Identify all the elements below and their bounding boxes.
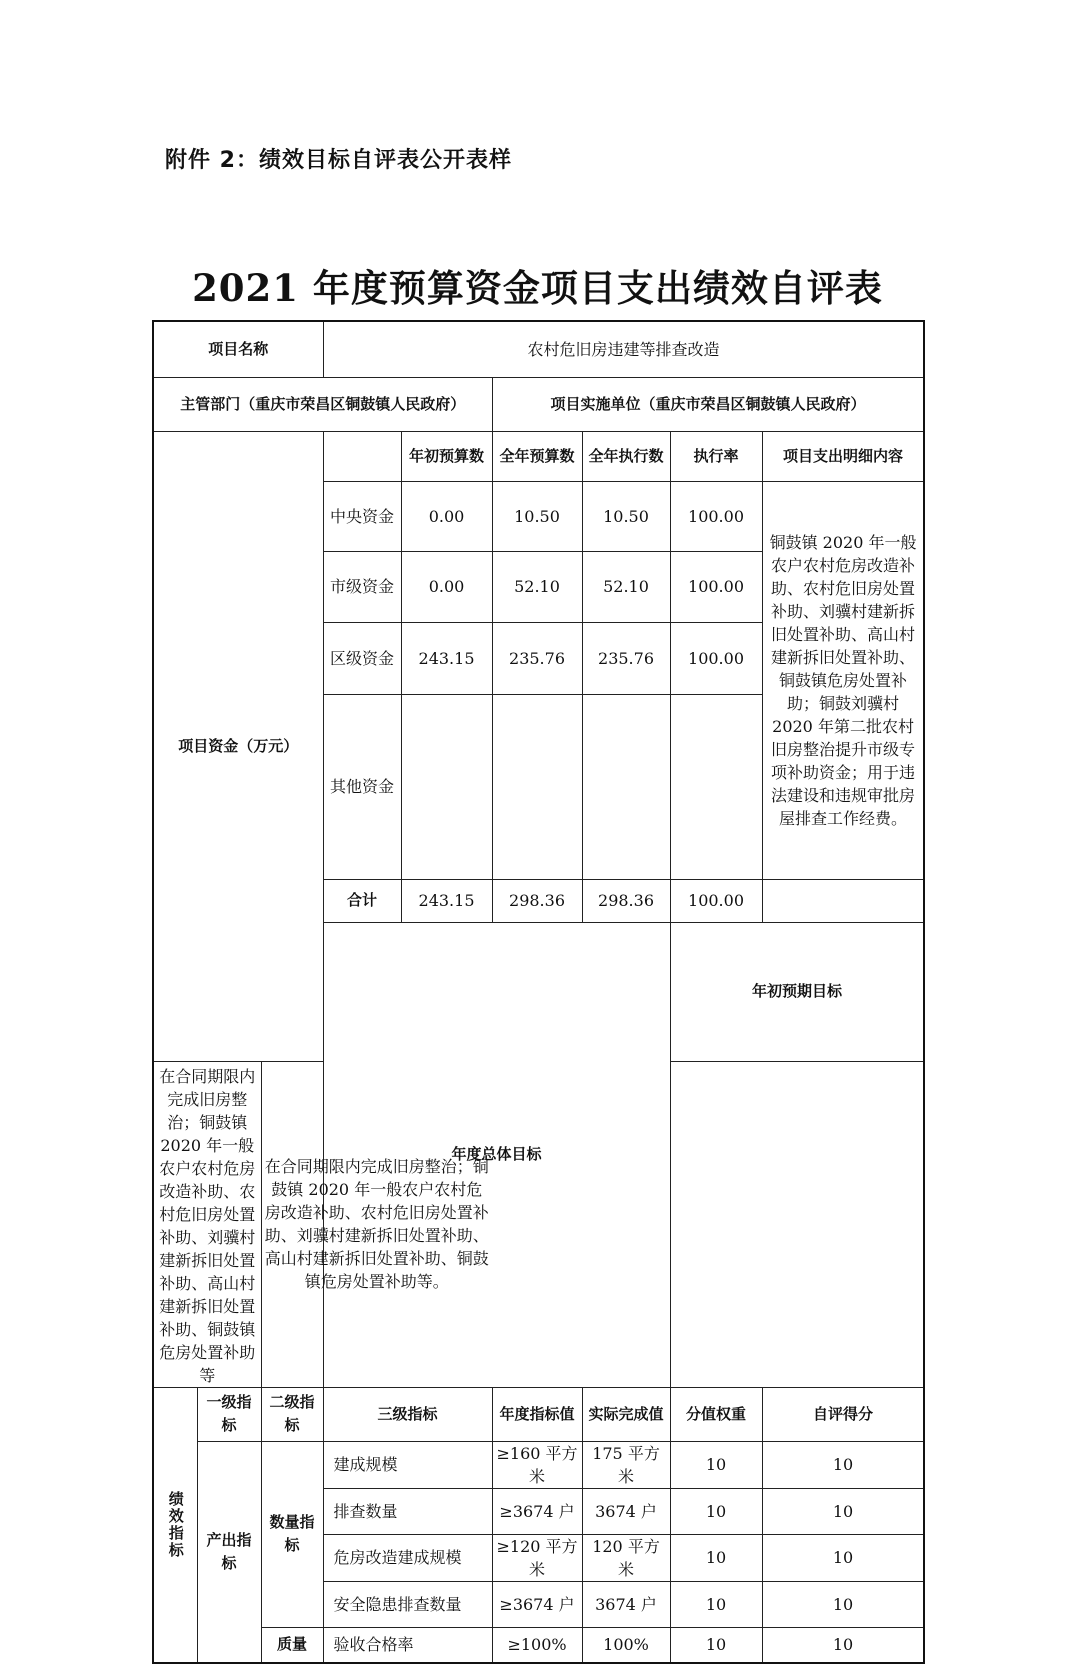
fund-total-executed: 298.36	[582, 879, 670, 922]
fund-executed: 52.10	[582, 551, 670, 622]
fund-total-annual: 298.36	[492, 879, 582, 922]
level2-quality: 质量	[261, 1627, 323, 1663]
indicator-actual: 100%	[582, 1627, 670, 1663]
fund-name: 其他资金	[323, 694, 401, 879]
header-executed: 全年执行数	[582, 431, 670, 481]
goals-expected-header: 年初预期目标	[670, 922, 924, 1061]
header-level2: 二级指标	[261, 1387, 323, 1441]
header-annual-target: 年度指标值	[492, 1387, 582, 1441]
fund-rate	[670, 694, 762, 879]
department-label: 主管部门（重庆市荣昌区铜鼓镇人民政府）	[153, 377, 492, 431]
indicator-actual: 3674 户	[582, 1581, 670, 1627]
indicator-score: 10	[762, 1488, 924, 1534]
header-annual-budget: 全年预算数	[492, 431, 582, 481]
header-weight: 分值权重	[670, 1387, 762, 1441]
level2-quantity: 数量指标	[261, 1441, 323, 1627]
fund-rate: 100.00	[670, 551, 762, 622]
indicators-header-row	[153, 1387, 924, 1441]
header-level3: 三级指标	[323, 1387, 492, 1441]
indicator-weight: 10	[670, 1534, 762, 1581]
department-row	[153, 377, 924, 431]
fund-rate: 100.00	[670, 481, 762, 551]
indicator-target: ≥3674 户	[492, 1488, 582, 1534]
fund-total-name: 合计	[323, 879, 401, 922]
indicator-weight: 10	[670, 1627, 762, 1663]
indicator-name: 验收合格率	[323, 1627, 492, 1663]
indicator-row	[153, 1441, 924, 1488]
fund-initial: 0.00	[401, 551, 492, 622]
fund-name: 市级资金	[323, 551, 401, 622]
funds-header-blank	[323, 431, 401, 481]
fund-total-rate: 100.00	[670, 879, 762, 922]
indicator-score: 10	[762, 1441, 924, 1488]
indicator-weight: 10	[670, 1441, 762, 1488]
header-score: 自评得分	[762, 1387, 924, 1441]
indicator-score: 10	[762, 1581, 924, 1627]
fund-name: 中央资金	[323, 481, 401, 551]
fund-initial	[401, 694, 492, 879]
indicator-target: ≥3674 户	[492, 1581, 582, 1627]
project-name-row	[153, 321, 924, 377]
fund-initial: 243.15	[401, 622, 492, 694]
indicators-section-text: 绩效指标	[166, 1490, 185, 1559]
header-initial-budget: 年初预算数	[401, 431, 492, 481]
fund-total-detail-blank	[762, 879, 924, 922]
indicator-name: 建成规模	[323, 1441, 492, 1488]
header-actual-value: 实际完成值	[582, 1387, 670, 1441]
funds-detail: 铜鼓镇 2020 年一般农户农村危房改造补助、农村危旧房处置补助、刘骥村建新拆旧处置补助、高山村建新拆旧处置补助、铜鼓镇危房处置补助；铜鼓刘骥村 2020 年第二批农村旧房整治提升市级专项补助资金；用于违法建设和违规审批房屋排查工作经费。	[762, 481, 924, 879]
indicator-target: ≥120 平方米	[492, 1534, 582, 1581]
indicator-actual: 120 平方米	[582, 1534, 670, 1581]
indicator-target: ≥160 平方米	[492, 1441, 582, 1488]
indicator-weight: 10	[670, 1581, 762, 1627]
level1-output: 产出指标	[197, 1441, 261, 1663]
funds-header-row	[153, 431, 924, 481]
fund-annual	[492, 694, 582, 879]
header-detail: 项目支出明细内容	[762, 431, 924, 481]
project-name-label: 项目名称	[153, 321, 323, 377]
fund-initial: 0.00	[401, 481, 492, 551]
funds-label: 项目资金（万元）	[153, 431, 323, 1061]
indicator-name: 安全隐患排查数量	[323, 1581, 492, 1627]
indicator-name: 排查数量	[323, 1488, 492, 1534]
goals-actual-text: 在合同期限内完成旧房整治；铜鼓镇 2020 年一般农户农村危房改造补助、农村危旧房处置补助、刘骥村建新拆旧处置补助、高山村建新拆旧处置补助、铜鼓镇危房处置补助等。	[261, 1061, 492, 1387]
project-name-value: 农村危旧房违建等排查改造	[323, 321, 924, 377]
indicator-actual: 3674 户	[582, 1488, 670, 1534]
indicator-weight: 10	[670, 1488, 762, 1534]
indicator-actual: 175 平方米	[582, 1441, 670, 1488]
attachment-label: 附件 2：绩效目标自评表公开表样	[165, 148, 512, 173]
evaluation-table	[152, 320, 925, 1664]
indicators-section-label	[153, 1387, 197, 1663]
fund-rate: 100.00	[670, 622, 762, 694]
fund-annual: 52.10	[492, 551, 582, 622]
fund-executed: 10.50	[582, 481, 670, 551]
indicator-name: 危房改造建成规模	[323, 1534, 492, 1581]
fund-annual: 10.50	[492, 481, 582, 551]
goals-expected-text: 在合同期限内完成旧房整治；铜鼓镇 2020 年一般农户农村危房改造补助、农村危旧房处置补助、刘骥村建新拆旧处置补助、高山村建新拆旧处置补助、铜鼓镇危房处置补助等	[153, 1061, 261, 1387]
fund-name: 区级资金	[323, 622, 401, 694]
indicator-score: 10	[762, 1627, 924, 1663]
implementing-unit-label: 项目实施单位（重庆市荣昌区铜鼓镇人民政府）	[492, 377, 924, 431]
header-execution-rate: 执行率	[670, 431, 762, 481]
document-title: 2021 年度预算资金项目支出绩效自评表	[192, 266, 883, 310]
indicator-score: 10	[762, 1534, 924, 1581]
header-level1: 一级指标	[197, 1387, 261, 1441]
fund-executed: 235.76	[582, 622, 670, 694]
fund-annual: 235.76	[492, 622, 582, 694]
fund-executed	[582, 694, 670, 879]
indicator-row	[153, 1627, 924, 1663]
fund-total-initial: 243.15	[401, 879, 492, 922]
goals-label: 年度总体目标	[323, 922, 670, 1387]
indicator-target: ≥100%	[492, 1627, 582, 1663]
